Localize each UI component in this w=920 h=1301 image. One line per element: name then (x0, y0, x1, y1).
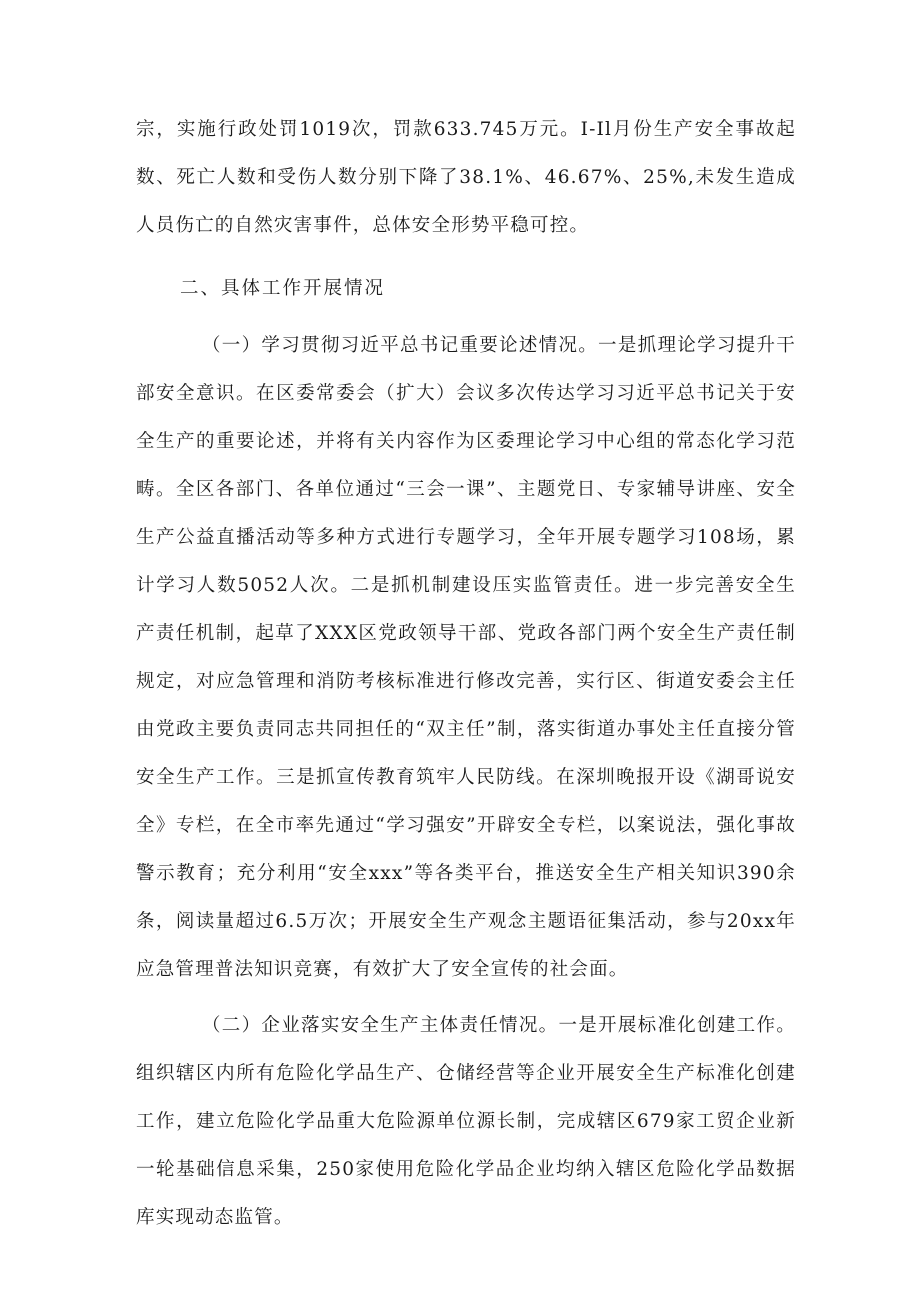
paragraph-study-instructions: （一）学习贯彻习近平总书记重要论述情况。一是抓理论学习提升干部安全意识。在区委常委会（扩大）会议多次传达学习习近平总书记关于安全生产的重要论述，并将有关内容作为区委理论学习中心组的常态化学习范畴。全区各部门、各单位通过“三会一课”、主题党日、专家辅导讲座、安全生产公益直播活动等多种方式进行专题学习，全年开展专题学习108场，累计学习人数5052人次。二是抓机制建设压实监管责任。进一步完善安全生产责任机制，起草了XXX区党政领导干部、党政各部门两个安全生产责任制规定，对应急管理和消防考核标准进行修改完善，实行区、街道安委会主任由党政主要负责同志共同担任的“双主任”制，落实街道办事处主任直接分管安全生产工作。三是抓宣传教育筑牢人民防线。在深圳晚报开设《湖哥说安全》专栏，在全市率先通过“学习强安”开辟安全专栏，以案说法，强化事故警示教育；充分利用“安全xxx”等各类平台，推送安全生产相关知识390余条，阅读量超过6.5万次；开展安全生产观念主题语征集活动，参与20xx年应急管理普法知识竞赛，有效扩大了安全宣传的社会面。 (136, 335, 796, 980)
continuation-paragraph: 宗，实施行政处罚1019次，罚款633.745万元。I-Il月份生产安全事故起数、死亡人数和受伤人数分别下降了38.1%、46.67%、25%,未发生造成人员伤亡的自然灾害事件，总体安全形势平稳可控。 (136, 119, 796, 236)
paragraph-enterprise-responsibility: （二）企业落实安全生产主体责任情况。一是开展标准化创建工作。组织辖区内所有危险化学品生产、仓储经营等企业开展安全生产标准化创建工作，建立危险化学品重大危险源单位源长制，完成辖区679家工贸企业新一轮基础信息采集，250家使用危险化学品企业均纳入辖区危险化学品数据库实现动态监管。 (136, 1015, 796, 1228)
section-heading: 二、具体工作开展情况 (180, 278, 386, 299)
